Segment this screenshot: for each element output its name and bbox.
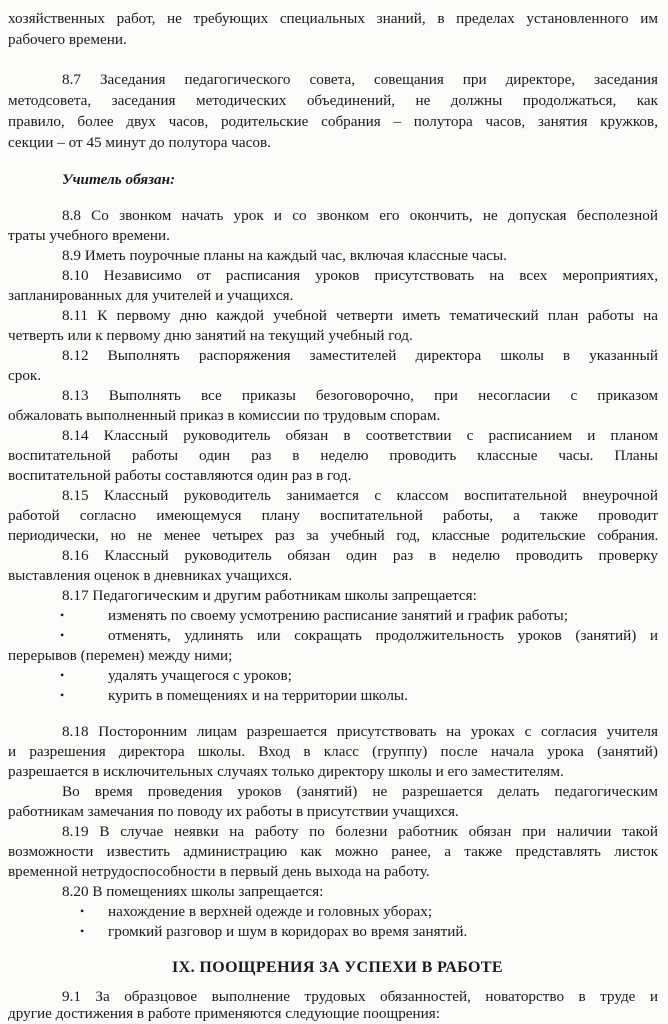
text-line: хозяйственных работ, не требующих специальных знаний, в пределах установленного им [8,10,658,27]
text-line: работникам замечания по поводу их работы в присутствии учащихся. [8,803,459,820]
bullet-icon: • [60,668,65,682]
bullet-icon: • [60,628,65,642]
text-line: работой согласно имеющемуся плану воспитательной работы, а также проводит [8,507,658,524]
text-line: методсовета, заседания методических объединений, не должны продолжаться, как [8,92,658,109]
text-line: четверть или к первому дню занятий на текущий учебный год. [8,327,413,344]
bullet-icon: • [80,924,85,938]
text-line: другие достижения в работе применяются следующие поощрения: [8,1005,440,1022]
section-subheading: Учитель обязан: [62,171,176,188]
paragraph-8-10: 8.10 Независимо от расписания уроков присутствовать на всех мероприятиях, [62,267,658,284]
list-item: изменять по своему усмотрению расписание занятий и график работы; [108,607,568,624]
list-item: громкий разговор и шум в коридорах во время занятий. [108,923,468,940]
text-line: периодически, но не менее четырех раз за учебный год, классные родительские собрания. [8,527,658,544]
list-item: курить в помещениях и на территории школы. [108,687,408,704]
text-line: выставления оценок в дневниках учащихся. [8,567,293,584]
text-line: воспитательной работы составляются один раз в год. [8,467,352,484]
text-line: возможности известить администрацию как можно ранее, а также представлять листок [8,843,658,860]
paragraph-8-18: 8.18 Посторонним лицам разрешается присутствовать на уроках с согласия учителя [62,723,658,740]
text-line: обжаловать выполненный приказ в комиссии по трудовым спорам. [8,407,441,424]
paragraph-8-8: 8.8 Со звонком начать урок и со звонком его окончить, не допуская бесполезной [62,207,658,224]
paragraph-8-11: 8.11 К первому дню каждой учебной четверти иметь тематический план работы на [62,307,658,324]
text-line: воспитательной работы один раз в неделю проводить классные часы. Планы [8,447,658,464]
paragraph-text: Во время проведения уроков (занятий) не разрешается делать педагогическим [62,783,658,800]
text-line: разрешается в исключительных случаях только директору школы и его заместителям. [8,763,564,780]
bullet-icon: • [60,608,65,622]
paragraph-8-12: 8.12 Выполнять распоряжения заместителей директора школы в указанный [62,347,658,364]
paragraph-8-7: 8.7 Заседания педагогического совета, совещания при директоре, заседания [62,71,658,88]
text-line: секции – от 45 минут до полутора часов. [8,134,271,151]
text-line: запланированных для учителей и учащихся. [8,287,294,304]
text-line: траты учебного времени. [8,227,170,244]
paragraph-8-13: 8.13 Выполнять все приказы безоговорочно, при несогласии с приказом [62,387,658,404]
bullet-icon: • [80,904,85,918]
section-heading: IX. ПООЩРЕНИЯ ЗА УСПЕХИ В РАБОТЕ [172,959,504,976]
text-line: правило, более двух часов, родительские собрания – полутора часов, занятия кружков, [8,113,658,130]
paragraph-8-9: 8.9 Иметь поурочные планы на каждый час, включая классные часы. [62,247,507,264]
bullet-icon: • [60,688,65,702]
text-line: временной нетрудоспособности в первый день выхода на работу. [8,863,430,880]
text-line: перерывов (перемен) между ними; [8,647,233,664]
text-line: рабочего времени. [8,31,127,48]
list-item: нахождение в верхней одежде и головных уборах; [108,903,433,920]
paragraph-8-19: 8.19 В случае неявки на работу по болезни работник обязан при наличии такой [62,823,658,840]
paragraph-8-17: 8.17 Педагогическим и другим работникам школы запрещается: [62,587,477,604]
paragraph-8-15: 8.15 Классный руководитель занимается с классом воспитательной внеурочной [62,487,658,504]
text-line: срок. [8,367,42,384]
text-line: и разрешения директора школы. Вход в класс (группу) после начала урока (занятий) [8,743,658,760]
paragraph-8-16: 8.16 Классный руководитель обязан один раз в неделю проводить проверку [62,547,658,564]
list-item: отменять, удлинять или сокращать продолжительность уроков (занятий) и [108,627,658,644]
paragraph-8-20: 8.20 В помещениях школы запрещается: [62,883,324,900]
list-item: удалять учащегося с уроков; [108,667,292,684]
paragraph-9-1: 9.1 За образцовое выполнение трудовых обязанностей, новаторство в труде и [62,988,658,1005]
paragraph-8-14: 8.14 Классный руководитель обязан в соответствии с расписанием и планом [62,427,658,444]
